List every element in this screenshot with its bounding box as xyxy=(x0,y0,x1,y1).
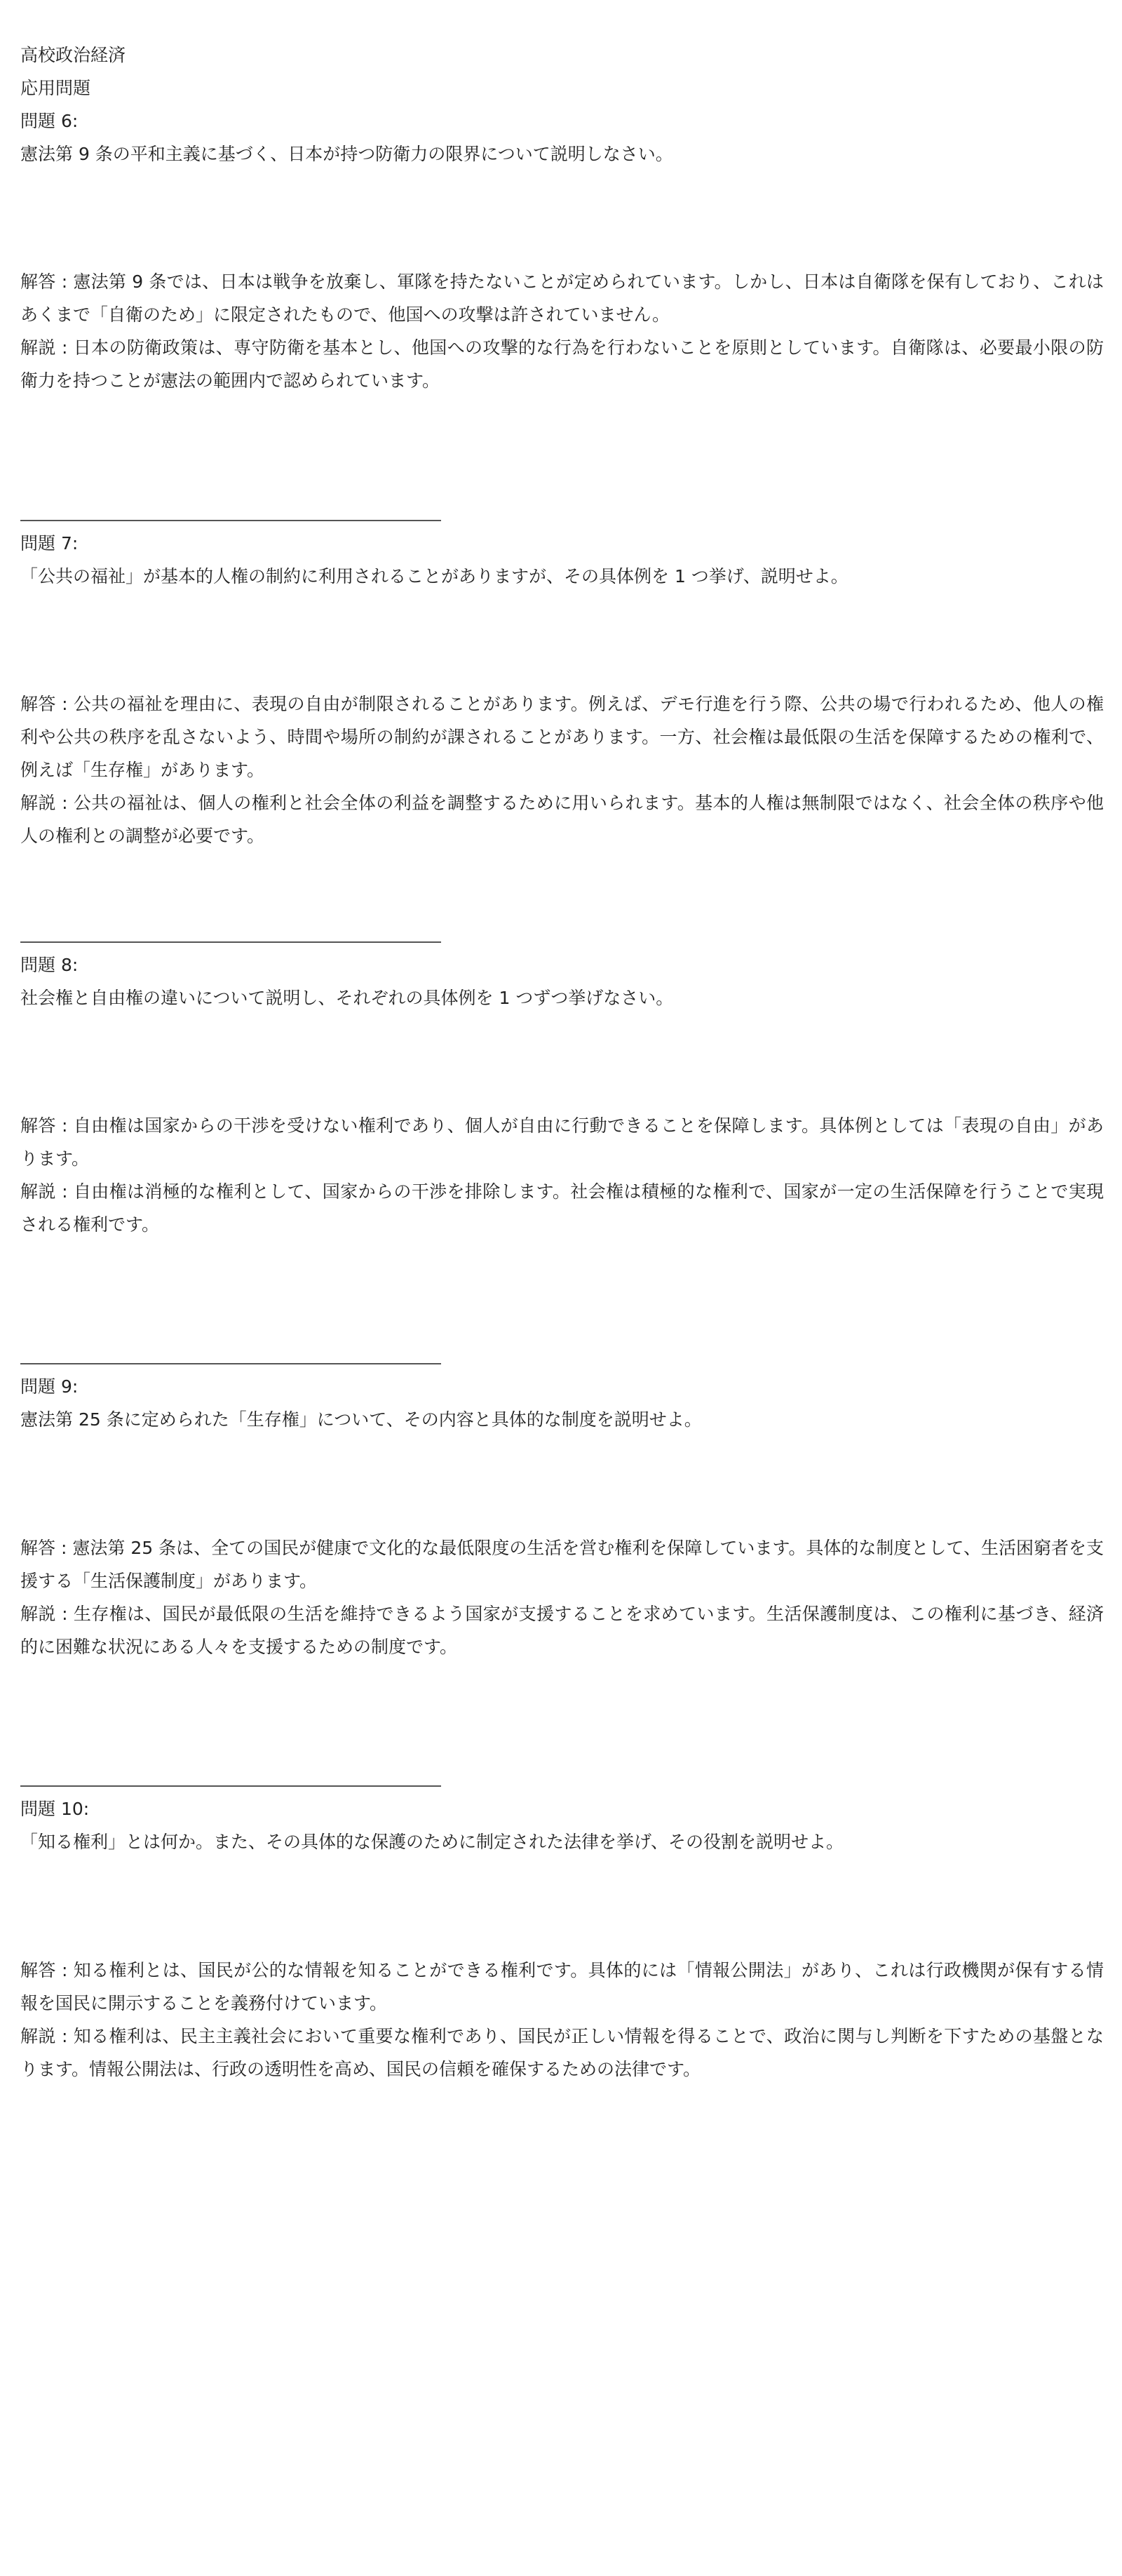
category-label: 応用問題 xyxy=(20,78,91,98)
section-divider xyxy=(20,1785,441,1787)
section-divider xyxy=(20,941,441,943)
answer-text: 解答 : 公共の福祉を理由に、表現の自由が制限されることがあります。例えば、デモ行進を行う際、公共の場で行われるため、他人の権利や公共の秩序を乱さないよう、時間や場所の制約が課されることがあります。一方、社会権は最低限の生活を保障するための権利で、例えば「生存権」があります。 xyxy=(20,694,1104,780)
question-number: 問題 9: xyxy=(20,1376,79,1397)
question-7 xyxy=(20,527,1104,593)
answer-text: 解答 : 知る権利とは、国民が公的な情報を知ることができる権利です。具体的には「情報公開法」があり、これは行政機関が保有する情報を国民に開示することを義務付けています。 xyxy=(20,1960,1104,2013)
question-text: 「知る権利」とは何か。また、その具体的な保護のために制定された法律を挙げ、その役割を説明せよ。 xyxy=(20,1832,844,1852)
question-number: 問題 6: xyxy=(20,111,79,131)
explanation-text: 解説 : 知る権利は、民主主義社会において重要な権利であり、国民が正しい情報を得ることで、政治に関与し判断を下すための基盤となります。情報公開法は、行政の透明性を高め、国民の信頼を確保するための法律です。 xyxy=(20,2026,1104,2079)
explanation-text: 解説 : 公共の福祉は、個人の権利と社会全体の利益を調整するために用いられます。基本的人権は無制限ではなく、社会全体の秩序や他人の権利との調整が必要です。 xyxy=(20,793,1104,846)
section-divider xyxy=(20,1363,441,1364)
question-8 xyxy=(20,948,1104,1014)
question-10 xyxy=(20,1792,1104,1858)
answer-7 xyxy=(20,687,1104,852)
question-text: 憲法第 9 条の平和主義に基づく、日本が持つ防衛力の限界について説明しなさい。 xyxy=(20,144,673,164)
answer-text: 解答 : 憲法第 25 条は、全ての国民が健康で文化的な最低限度の生活を営む権利を保障しています。具体的な制度として、生活困窮者を支援する「生活保護制度」があります。 xyxy=(20,1538,1104,1591)
answer-text: 解答 : 憲法第 9 条では、日本は戦争を放棄し、軍隊を持たないことが定められています。しかし、日本は自衛隊を保有しており、これはあくまで「自衛のため」に限定されたもので、他国への攻撃は許されていません。 xyxy=(20,271,1104,325)
question-9 xyxy=(20,1370,1104,1436)
question-text: 「公共の福祉」が基本的人権の制約に利用されることがありますが、その具体例を 1 つ挙げ、説明せよ。 xyxy=(20,566,849,586)
question-number: 問題 7: xyxy=(20,533,79,554)
question-text: 社会権と自由権の違いについて説明し、それぞれの具体例を 1 つずつ挙げなさい。 xyxy=(20,988,674,1008)
explanation-text: 解説 : 自由権は消極的な権利として、国家からの干渉を排除します。社会権は積極的な権利で、国家が一定の生活保障を行うことで実現される権利です。 xyxy=(20,1181,1104,1235)
section-divider xyxy=(20,520,441,521)
document-header xyxy=(20,39,1104,105)
question-number: 問題 10: xyxy=(20,1799,90,1819)
explanation-text: 解説 : 生存権は、国民が最低限の生活を維持できるよう国家が支援することを求めています。生活保護制度は、この権利に基づき、経済的に困難な状況にある人々を支援するための制度です。 xyxy=(20,1604,1104,1657)
answer-6 xyxy=(20,265,1104,397)
answer-9 xyxy=(20,1531,1104,1663)
answer-10 xyxy=(20,1954,1104,2086)
question-text: 憲法第 25 条に定められた「生存権」について、その内容と具体的な制度を説明せよ。 xyxy=(20,1409,702,1430)
explanation-text: 解説 : 日本の防衛政策は、専守防衛を基本とし、他国への攻撃的な行為を行わないことを原則としています。自衛隊は、必要最小限の防衛力を持つことが憲法の範囲内で認められています。 xyxy=(20,337,1104,391)
answer-8 xyxy=(20,1109,1104,1241)
question-6 xyxy=(20,105,1104,170)
question-number: 問題 8: xyxy=(20,955,79,975)
subject-title: 高校政治経済 xyxy=(20,45,126,65)
answer-text: 解答 : 自由権は国家からの干渉を受けない権利であり、個人が自由に行動できることを保障します。具体例としては「表現の自由」があります。 xyxy=(20,1115,1104,1169)
